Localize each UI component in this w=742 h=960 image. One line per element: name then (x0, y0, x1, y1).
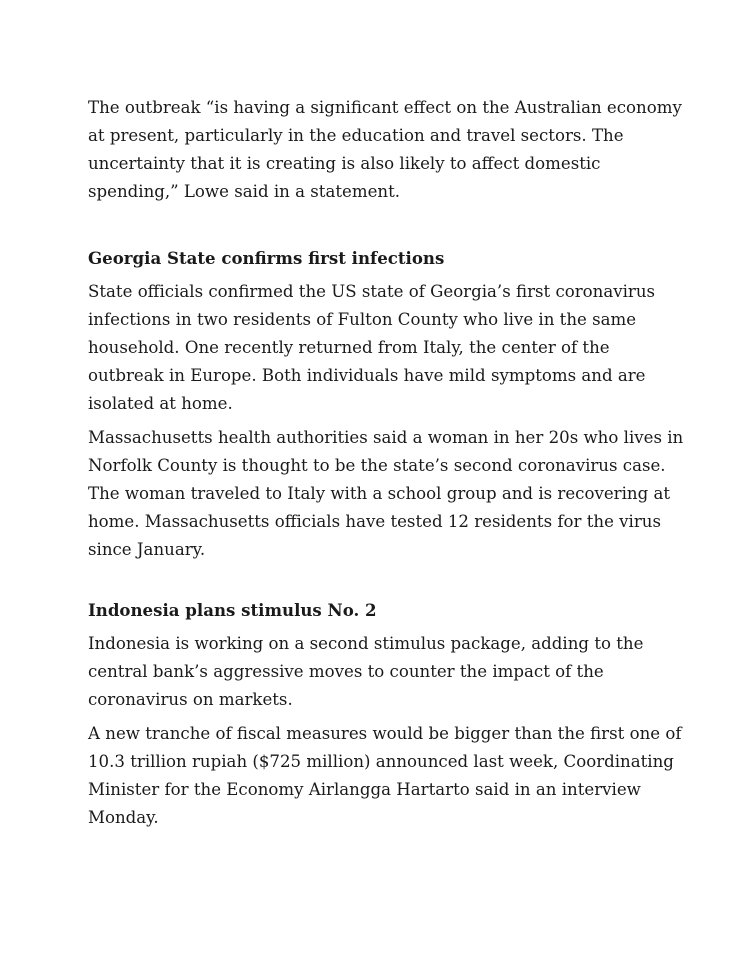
georgia-paragraph-2: Massachusetts health authorities said a woman in her 20s who lives in Norfolk County is thought to be the state’s second coronavirus case. The woman traveled to Italy with a school group and is recovering at home. Massachusetts officials have tested 12 residents for the virus since January. (88, 428, 684, 559)
intro-paragraph: The outbreak “is having a significant effect on the Australian economy at present, particularly in the education and travel sectors. The uncertainty that it is creating is also likely to affect domestic spending,” Lowe said in a statement. (88, 98, 682, 201)
indonesia-paragraph-1: Indonesia is working on a second stimulus package, adding to the central bank’s aggressive moves to counter the impact of the coronavirus on markets. (88, 634, 644, 709)
section-heading-georgia: Georgia State confirms first infections (88, 248, 445, 268)
georgia-paragraph-1: State officials confirmed the US state of Georgia’s first coronavirus infections in two residents of Fulton County who live in the same household. One recently returned from Italy, the center of the outbreak in Europe. Both individuals have mild symptoms and are isolated at home. (88, 282, 656, 413)
section-heading-indonesia: Indonesia plans stimulus No. 2 (88, 600, 377, 620)
indonesia-paragraph-2: A new tranche of fiscal measures would be bigger than the first one of 10.3 trillion rupiah ($725 million) announced last week, Coordinating Minister for the Economy Airlangga Hartarto said in an interview Monday. (88, 724, 682, 827)
article-page (88, 94, 688, 838)
